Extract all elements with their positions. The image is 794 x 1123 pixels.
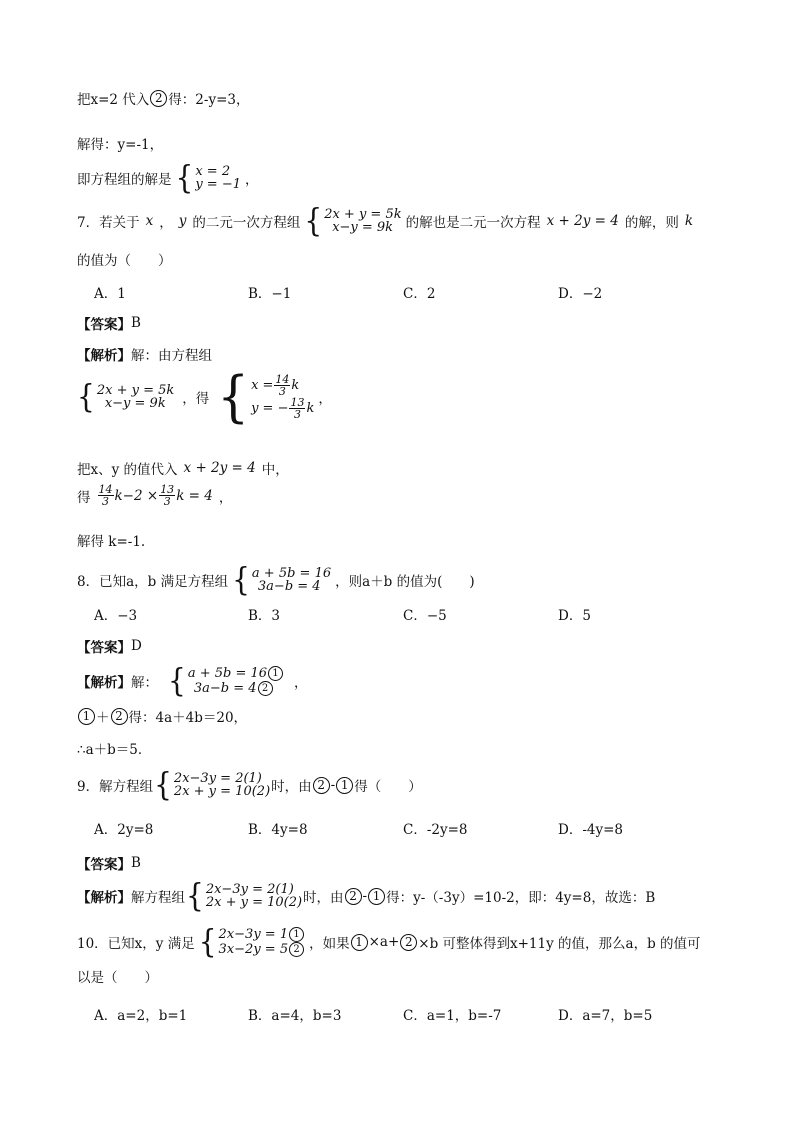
q8-conclusion xyxy=(77,738,151,758)
q7-analysis xyxy=(77,344,212,364)
q7-text-5: 的值为（ ） xyxy=(77,253,172,269)
q10-option-c[interactable]: C．a=1，b=-7 xyxy=(403,1008,502,1024)
q8-text-1: 8．已知a，b 满足方程组 xyxy=(77,574,229,590)
circled-number-1: 1 xyxy=(78,708,95,725)
q7-eq1: 2x + y = 5k xyxy=(324,207,402,222)
q8-option-a[interactable]: A．−3 xyxy=(94,608,138,624)
q7-get xyxy=(77,484,232,507)
intro-line-3 xyxy=(77,158,259,197)
q10-stem-line-2 xyxy=(77,966,158,986)
q9-eq1: 2x−3y = 2(1) xyxy=(173,771,262,786)
q10-line-2: 以是（ ） xyxy=(77,970,158,986)
q8-analysis-system: { a + 5b = 16 1 3a−b = 4 2 xyxy=(168,666,284,696)
circled-number-1: 1 xyxy=(289,927,304,942)
q10-row-2 xyxy=(219,942,306,957)
q9-answer xyxy=(77,853,141,873)
q7-option-b[interactable]: B．−1 xyxy=(248,286,292,302)
q8-analysis-text: 解： xyxy=(131,675,158,691)
q7-answer-value: B xyxy=(131,315,141,331)
q8-step-plus: ＋ xyxy=(96,710,110,726)
q7-analysis-eq1: 2x + y = 5k xyxy=(96,383,175,398)
q9-analysis-eq2: 2x + y = 10(2) xyxy=(205,895,303,910)
q7-get-post: ， xyxy=(218,489,233,506)
q9-analysis-system: { 2x−3y = 2(1) 2x + y = 10(2) xyxy=(186,876,303,915)
q7-sep: ， xyxy=(159,215,173,231)
q7-option-d[interactable]: D．−2 xyxy=(558,286,603,302)
q10-system: { 2x−3y = 1 1 3x−2y = 5 2 xyxy=(199,927,305,957)
q9-analysis xyxy=(77,876,656,915)
q7-sol-x-den: 3 xyxy=(278,385,286,398)
q7-text-3: 的解也是二元一次方程 xyxy=(405,215,541,231)
q7-text-4: 的解，则 xyxy=(624,215,679,231)
q9-text-2: 时，由 xyxy=(271,779,312,795)
q7-var-x: x xyxy=(145,213,154,229)
q7-eq2: x−y = 9k xyxy=(332,220,394,235)
q9-system: { 2x−3y = 2(1) 2x + y = 10(2) xyxy=(154,765,271,804)
circled-number-2: 2 xyxy=(258,681,273,696)
q7-get-n1: 14 xyxy=(98,483,113,496)
q7-sol-x-pre: x = xyxy=(251,377,274,393)
q7-result xyxy=(77,530,145,550)
q7-var-k: k xyxy=(684,213,694,229)
q7-sol-x-num: 14 xyxy=(275,373,290,386)
q8-step-text: 得：4a＋4b＝20， xyxy=(128,710,248,726)
q7-comma: ， xyxy=(318,391,332,407)
q8-analysis-row-1 xyxy=(188,666,284,681)
q9-answer-value: B xyxy=(131,855,141,871)
q8-system: { a + 5b = 16 3a−b = 4 xyxy=(232,560,332,599)
q8-s-eq2: 3a−b = 4 xyxy=(193,681,257,696)
q10-mult-2: ×b 可整体得到x+11y 的值，那么a，b 的值可 xyxy=(418,936,701,952)
circled-number-2: 2 xyxy=(400,934,417,951)
q7-substitute xyxy=(77,458,289,478)
circled-number-1: 1 xyxy=(368,888,385,905)
circled-number-2: 2 xyxy=(345,888,362,905)
circled-number-1: 1 xyxy=(351,934,368,951)
q8-s-eq1: a + 5b = 16 xyxy=(187,666,268,681)
q7-text-1: 7．若关于 xyxy=(77,215,140,231)
q7-sol-y-num: 13 xyxy=(290,396,305,409)
q7-get-frac-2 xyxy=(159,484,175,507)
q8-eq1: a + 5b = 16 xyxy=(251,566,332,581)
q9-analysis-text-3: 得：y-（-3y）=10-2，即：4y=8，故选：B xyxy=(386,890,656,906)
q8-step xyxy=(77,706,247,726)
q10-eq1: 2x−3y = 1 xyxy=(218,927,289,942)
intro-line-1-suffix: 得：2-y=3， xyxy=(168,92,250,108)
q7-solution-block xyxy=(77,365,332,429)
q8-s-post: ， xyxy=(294,675,308,691)
q8-analysis-label: 【解析】 xyxy=(77,675,131,691)
q7-analysis-eq2: x−y = 9k xyxy=(104,396,166,411)
intro-line-3-suffix: ， xyxy=(245,172,259,188)
q7-analysis-label: 【解析】 xyxy=(77,348,131,364)
q7-get-d1: 3 xyxy=(102,495,109,508)
q7-var-y: y xyxy=(178,213,187,229)
q7-answer-label: 【答案】 xyxy=(77,317,131,333)
q9-text-3: 得（ ） xyxy=(354,779,422,795)
q7-stem-line-2 xyxy=(77,249,172,269)
q7-option-c[interactable]: C．2 xyxy=(403,286,436,302)
circled-number-1: 1 xyxy=(336,777,353,794)
q8-option-d[interactable]: D．5 xyxy=(558,608,591,624)
solution-y: y = −1 xyxy=(195,177,241,192)
q7-solution-x xyxy=(251,374,314,397)
solution-system: { x = 2 y = −1 xyxy=(175,158,241,197)
q7-sol-y-den: 3 xyxy=(293,408,301,421)
q7-system: { 2x + y = 5k x−y = 9k xyxy=(304,201,402,240)
intro-line-3-prefix: 即方程组的解是 xyxy=(77,172,172,188)
q7-get-d2: 3 xyxy=(163,495,171,508)
q8-eq2: 3a−b = 4 xyxy=(257,579,321,594)
solution-x: x = 2 xyxy=(195,164,231,179)
q7-analysis-system: { 2x + y = 5k x−y = 9k xyxy=(77,377,175,416)
q8-conclusion-text: ∴a＋b＝5． xyxy=(77,742,152,758)
q9-analysis-dash: - xyxy=(362,888,368,904)
intro-line-2-text: 解得：y=-1， xyxy=(77,137,164,153)
q10-text-2: ，如果 xyxy=(309,936,350,952)
q9-option-c[interactable]: C．-2y=8 xyxy=(403,822,468,838)
q7-get-n2: 13 xyxy=(160,483,175,496)
q7-sub-pre: 把x、y 的值代入 xyxy=(77,462,178,478)
intro-line-1 xyxy=(77,88,250,108)
q7-solution-system: { x = $\frac{14}{3}$ k y = − $\frac{13}{3}$ k xyxy=(217,365,315,429)
q9-stem xyxy=(77,765,422,804)
q9-text-1: 9．解方程组 xyxy=(77,779,154,795)
q10-option-b[interactable]: B．a=4，b=3 xyxy=(248,1008,342,1024)
q9-answer-label: 【答案】 xyxy=(77,857,131,873)
q7-sol-y-fraction xyxy=(289,397,305,420)
q7-sol-x-fraction xyxy=(274,374,290,397)
circled-number-1: 1 xyxy=(268,666,283,681)
q9-option-b[interactable]: B．4y=8 xyxy=(248,822,308,838)
q7-stem xyxy=(77,201,694,240)
q7-get-frac-1 xyxy=(98,484,114,507)
q7-option-a[interactable]: A．1 xyxy=(94,286,126,302)
q7-text-2: 的二元一次方程组 xyxy=(192,215,301,231)
q8-answer-value: D xyxy=(131,638,142,654)
q8-analysis xyxy=(77,661,308,700)
q9-dash: - xyxy=(330,777,336,793)
intro-line-1-prefix: 把x=2 代入 xyxy=(77,92,150,108)
q8-text-2: ，则a＋b 的值为( ) xyxy=(335,574,475,590)
q7-sub-eq: x + 2y = 4 xyxy=(183,460,256,476)
q9-analysis-eq1: 2x−3y = 2(1) xyxy=(205,882,294,897)
q7-get-end: k = 4 xyxy=(176,487,213,504)
q10-option-a[interactable]: A．a=2，b=1 xyxy=(94,1008,188,1024)
q10-stem xyxy=(77,922,701,961)
q7-sol-x-post: k xyxy=(291,377,300,393)
q9-analysis-label: 【解析】 xyxy=(77,890,131,906)
q8-answer xyxy=(77,636,142,656)
q7-get-mid: k−2 × xyxy=(114,487,159,504)
q9-option-a[interactable]: A．2y=8 xyxy=(94,822,154,838)
q10-text-1: 10．已知x，y 满足 xyxy=(77,936,195,952)
q7-sol-y-pre: y = − xyxy=(251,400,289,416)
q8-option-c[interactable]: C．−5 xyxy=(403,608,447,624)
circled-number-2: 2 xyxy=(313,777,330,794)
q10-row-1 xyxy=(219,927,306,942)
q10-option-d[interactable]: D．a=7，b=5 xyxy=(558,1008,653,1024)
q7-solution-y xyxy=(251,397,314,420)
q8-analysis-row-2 xyxy=(188,681,284,696)
q8-option-b[interactable]: B．3 xyxy=(248,608,281,624)
q8-stem xyxy=(77,560,475,599)
q7-answer xyxy=(77,313,141,333)
q7-de: ，得 xyxy=(182,391,210,407)
circled-number-2: 2 xyxy=(289,942,304,957)
q7-eq3: x + 2y = 4 xyxy=(546,213,619,229)
intro-line-2 xyxy=(77,133,163,153)
q7-get-pre: 得 xyxy=(77,489,91,506)
q9-analysis-text-1: 解方程组 xyxy=(131,890,185,906)
q9-analysis-text-2: 时，由 xyxy=(303,890,344,906)
q10-mult-1: ×a+ xyxy=(368,934,400,950)
q7-sub-post: 中， xyxy=(261,462,289,478)
q9-option-d[interactable]: D．-4y=8 xyxy=(558,822,624,838)
circled-number-2: 2 xyxy=(150,90,167,107)
q10-eq2: 3x−2y = 5 xyxy=(218,942,289,957)
q7-sol-y-post: k xyxy=(306,400,315,416)
q9-eq2: 2x + y = 10(2) xyxy=(173,784,271,799)
q8-answer-label: 【答案】 xyxy=(77,640,131,656)
q7-analysis-text: 解：由方程组 xyxy=(131,348,212,364)
q7-result-text: 解得 k=-1. xyxy=(77,534,146,550)
circled-number-2: 2 xyxy=(111,708,128,725)
